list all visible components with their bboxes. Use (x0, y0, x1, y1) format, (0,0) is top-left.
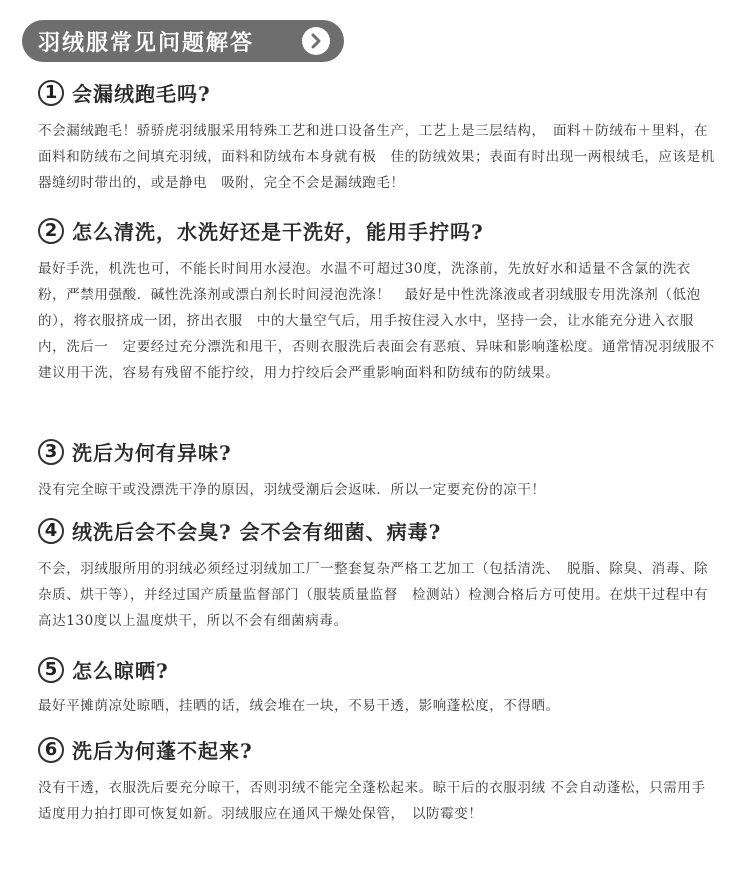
faq-question: 洗后为何有异味? (72, 441, 232, 465)
question-number-badge: 4 (38, 518, 64, 544)
faq-question: 绒洗后会不会臭? 会不会有细菌、病毒? (72, 520, 442, 544)
page-title: 羽绒服常见问题解答 (38, 29, 255, 56)
faq-answer: 没有完全晾干或没漂洗干净的原因，羽绒受潮后会返味．所以一定要充份的凉干！ (38, 482, 546, 498)
faq-question: 洗后为何蓬不起来? (72, 739, 253, 763)
faq-question: 怎么清洗，水洗好还是干洗好，能用手拧吗? (72, 220, 484, 244)
question-number-badge: 1 (38, 80, 64, 106)
faq-question: 怎么晾晒? (72, 659, 169, 683)
faq-answer: 最好平摊荫凉处晾晒，挂晒的话，绒会堆在一块，不易干透，影响蓬松度，不得晒。 (38, 698, 560, 714)
question-number-badge: 2 (38, 218, 64, 244)
faq-question: 会漏绒跑毛吗? (72, 82, 211, 106)
faq-question-row (38, 735, 253, 764)
faq-answer: 不会漏绒跑毛！骄骄虎羽绒服采用特殊工艺和进口设备生产，工艺上是三层结构， 面料＋防绒布＋里料，在面料和防绒布之间填充羽绒，面料和防绒布本身就有极 佳的防绒效果；表面有时出现一两根绒毛，应该是机器缝纫时带出的，或是静电 吸附，完全不会是漏绒跑毛！ (38, 123, 715, 191)
question-number-badge: 3 (38, 439, 64, 465)
faq-answer: 不会，羽绒服所用的羽绒必须经过羽绒加工厂一整套复杂严格工艺加工（包括清洗、 脱脂、除臭、消毒、除杂质、烘干等），并经过国产质量监督部门（服装质量监督 检测站）检测合格后方可使用。在烘干过程中有高达130度以上温度烘干，所以不会有细菌病毒。 (38, 561, 709, 629)
faq-question-row (38, 655, 169, 684)
question-number-badge: 5 (38, 657, 64, 683)
faq-answer: 没有干透，衣服洗后要充分晾干，否则羽绒不能完全蓬松起来。晾干后的衣服羽绒 不会自动蓬松，只需用手适度用力拍打即可恢复如新。羽绒服应在通风干燥处保管， 以防霉变！ (38, 780, 706, 822)
faq-question-row (38, 216, 484, 245)
question-number-badge: 6 (38, 737, 64, 763)
faq-question-row (38, 437, 232, 466)
faq-question-row (38, 516, 441, 545)
header-banner (22, 20, 344, 62)
faq-question-row (38, 78, 211, 107)
chevron-right-icon[interactable] (302, 27, 330, 55)
faq-answer: 最好手洗，机洗也可，不能长时间用水浸泡。水温不可超过30度，洗涤前，先放好水和适量不含氯的洗衣粉，严禁用强酸．碱性洗涤剂或漂白剂长时间浸泡洗涤！ 最好是中性洗涤液或者羽绒服专用洗涤剂（低泡的），将衣服挤成一团，挤出衣服 中的大量空气后，用手按住浸入水中，坚持一会，让水能充分进入衣服内，洗后一 定要经过充分漂洗和甩干，否则衣服洗后表面会有恶痕、异味和影响蓬松度。通常情况羽绒服不建议用干洗，容易有残留不能拧绞，用力拧绞后会严重影响面料和防绒布的防绒果。 (38, 261, 715, 381)
